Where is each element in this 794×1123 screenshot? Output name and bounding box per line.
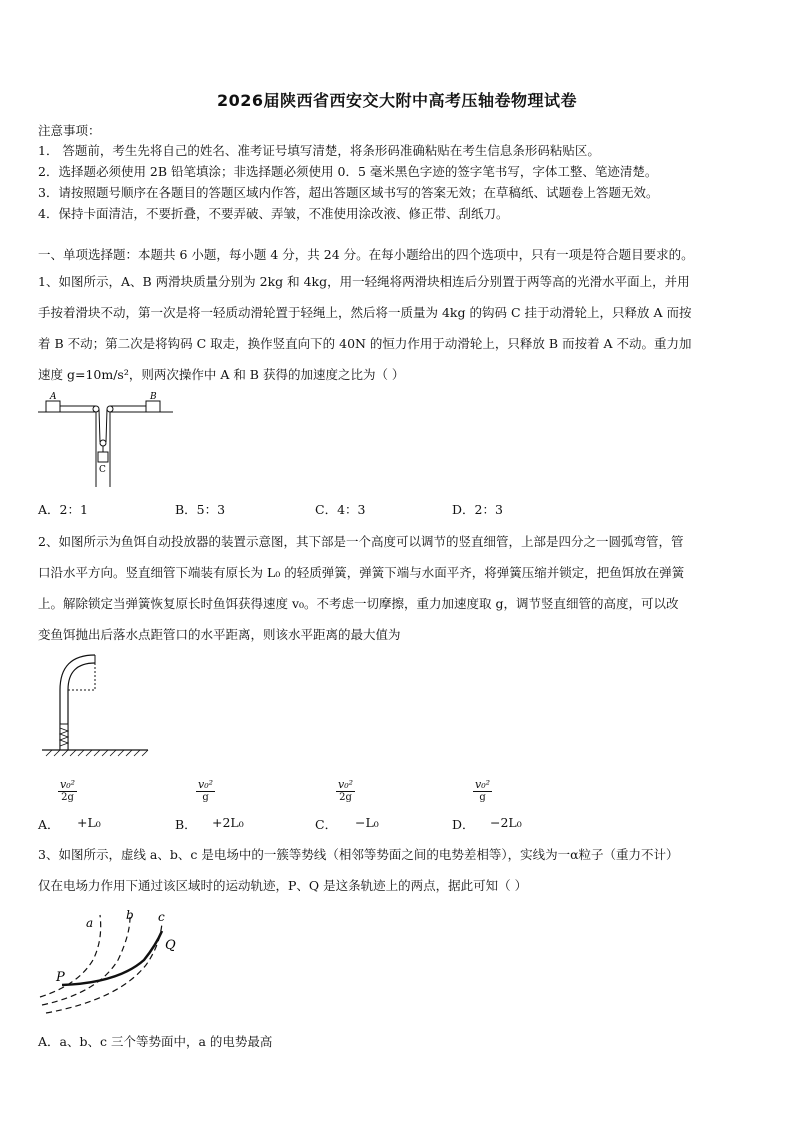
fraction-numerator: v₀² — [475, 778, 491, 791]
q1-line: 1、如图所示，A、B 两滑块质量分别为 2kg 和 4kg，用一轻绳将两滑块相连后分别置于两等高的光滑水平面上，并用 — [38, 274, 690, 289]
q2-option-tail: −2L₀ — [490, 815, 522, 830]
fraction-numerator: v₀² — [338, 778, 354, 791]
q2-option-tail: +L₀ — [77, 815, 101, 830]
notice-heading: 注意事项： — [38, 123, 101, 138]
q3-label-a: a — [86, 916, 94, 930]
q2-line: 上。解除锁定当弹簧恢复原长时鱼饵获得速度 v₀。不考虑一切摩擦，重力加速度取 g，调节竖直细管的高度，可以改 — [38, 596, 679, 611]
fraction-numerator: v₀² — [60, 778, 76, 791]
notice-item: 2．选择题必须使用 2B 铅笔填涂；非选择题必须使用 0．5 毫米黑色字迹的签字笔书写，字体工整、笔迹清楚。 — [38, 164, 658, 179]
q3-equipotential-figure — [38, 905, 198, 1010]
q2-line: 2、如图所示为鱼饵自动投放器的装置示意图，其下部是一个高度可以调节的竖直细管，上部是四分之一圆弧弯管，管 — [38, 534, 684, 549]
page-title: 2026届陕西省西安交大附中高考压轴卷物理试卷 — [216, 91, 578, 110]
q2-feeder-figure — [38, 650, 158, 760]
q2-line: 口沿水平方向。竖直细管下端装有原长为 L₀ 的轻质弹簧，弹簧下端与水面平齐，将弹簧压缩并锁定，把鱼饵放在弹簧 — [38, 565, 685, 580]
fraction-numerator: v₀² — [198, 778, 214, 791]
q2-line: 变鱼饵抛出后落水点距管口的水平距离，则该水平距离的最大值为 — [38, 627, 401, 642]
q1-label-a: A — [50, 392, 57, 402]
fraction-denominator: 2g — [61, 792, 74, 803]
q1-option-d: D．2：3 — [452, 502, 503, 517]
q1-label-b: B — [150, 392, 157, 402]
notice-item: 1． 答题前，考生先将自己的姓名、准考证号填写清楚，将条形码准确粘贴在考生信息条形码粘贴区。 — [38, 143, 600, 158]
q2-option-letter: B． — [175, 817, 197, 832]
q2-option-letter: A． — [38, 817, 60, 832]
notice-item: 4．保持卡面清洁，不要折叠，不要弄破、弄皱，不准使用涂改液、修正带、刮纸刀。 — [38, 206, 509, 221]
fraction-denominator: g — [479, 792, 486, 803]
q1-option-a: A．2：1 — [38, 502, 88, 517]
q2-option-letter: D． — [452, 817, 475, 832]
q3-label-b: b — [126, 908, 134, 922]
q2-option-a-fraction — [58, 778, 77, 803]
q1-option-c: C．4：3 — [315, 502, 366, 517]
q2-option-b-fraction — [196, 778, 215, 803]
q3-option-a: A．a、b、c 三个等势面中，a 的电势最高 — [38, 1034, 273, 1049]
q2-option-d-fraction — [473, 778, 492, 803]
fraction-denominator: g — [202, 792, 209, 803]
q3-line: 仅在电场力作用下通过该区域时的运动轨迹，P、Q 是这条轨迹上的两点，据此可知（ ） — [38, 878, 528, 893]
q1-label-c: C — [99, 465, 106, 475]
section-heading: 一、单项选择题：本题共 6 小题，每小题 4 分，共 24 分。在每小题给出的四个选项中，只有一项是符合题目要求的。 — [38, 247, 694, 262]
q1-line: 着 B 不动；第二次是将钩码 C 取走，换作竖直向下的 40N 的恒力作用于动滑轮上，只释放 B 而按着 A 不动。重力加 — [38, 336, 692, 351]
q2-option-tail: −L₀ — [355, 815, 379, 830]
q3-label-q: Q — [165, 938, 176, 953]
notice-item: 3．请按照题号顺序在各题目的答题区域内作答，超出答题区域书写的答案无效；在草稿纸、试题卷上答题无效。 — [38, 185, 659, 200]
q2-option-tail: +2L₀ — [212, 815, 244, 830]
q1-pulley-figure — [38, 392, 178, 492]
q3-label-c: c — [158, 910, 165, 924]
q2-option-c-fraction — [336, 778, 355, 803]
q3-line: 3、如图所示，虚线 a、b、c 是电场中的一簇等势线（相邻等势面之间的电势差相等），实线为一α粒子（重力不计） — [38, 847, 679, 862]
q1-line: 速度 g=10m/s²，则两次操作中 A 和 B 获得的加速度之比为（ ） — [38, 367, 405, 382]
q1-option-b: B．5：3 — [175, 502, 226, 517]
q2-option-letter: C． — [315, 817, 338, 832]
q1-line: 手按着滑块不动，第一次是将一轻质动滑轮置于轻绳上，然后将一质量为 4kg 的钩码 C 挂于动滑轮上，只释放 A 而按 — [38, 305, 692, 320]
fraction-denominator: 2g — [339, 792, 352, 803]
q3-label-p: P — [56, 970, 65, 985]
